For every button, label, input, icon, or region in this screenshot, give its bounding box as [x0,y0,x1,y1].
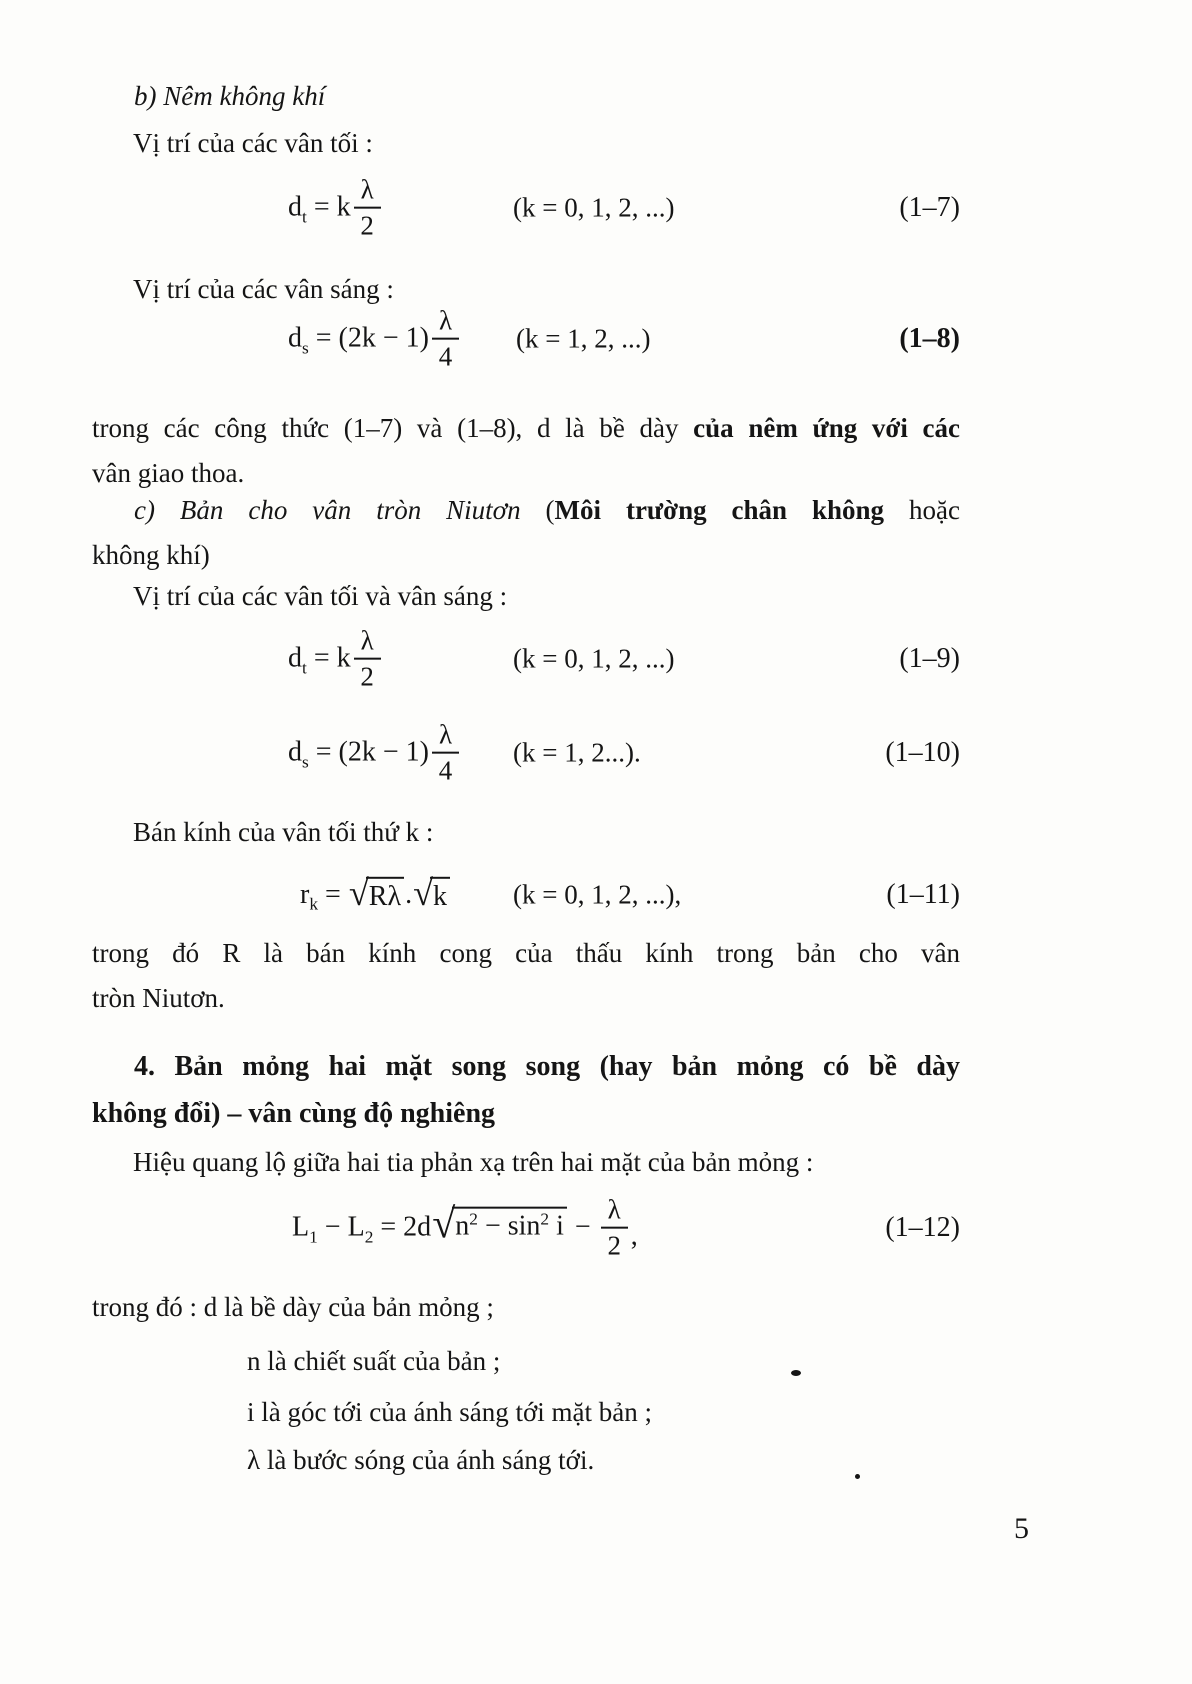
fraction-numerator: λ [601,1196,628,1229]
paragraph-line: trong các công thức (1–7) và (1–8), d là bề dày của nêm ứng với các [92,413,960,443]
comma: , [630,1221,638,1252]
square-root [413,872,450,913]
equation-lhs: $d_s = (2k - 1)$ [288,737,429,772]
ink-speck [855,1474,860,1479]
definition-lambda: λ là bước sóng của ánh sáng tới. [247,1445,595,1475]
radicand: Rλ [366,877,404,913]
equation-k-range: (k = 0, 1, 2, ...) [513,643,675,674]
heading-line: không đổi) – vân cùng độ nghiêng [92,1098,496,1129]
paragraph-line: vân giao thoa. [92,458,245,488]
ink-speck [791,1370,801,1376]
equation-k-range: (k = 1, 2...). [513,737,641,768]
label-dark-ring-radius: Bán kính của vân tối thứ k : [133,817,434,847]
fraction-numerator: λ [354,627,381,660]
radical-icon: √ [413,872,434,913]
fraction [432,721,459,786]
fraction-numerator: λ [432,307,459,340]
fraction-denominator: 2 [607,1231,621,1261]
equation-number: (1–10) [885,737,960,768]
equation-number: (1–11) [886,879,960,910]
equation-lhs: $d_t = k$ [288,643,351,678]
definition-d: trong đó : d là bề dày của bản mỏng ; [92,1292,494,1322]
paragraph-line: tròn Niutơn. [92,983,225,1013]
heading-line: 4. Bản mỏng hai mặt song song (hay bản mỏng có bề dày [134,1051,960,1082]
square-root [432,1202,567,1249]
equation-1-12 [92,1180,960,1276]
page-number: 5 [1014,1512,1029,1545]
fraction [354,176,381,241]
equation-formula [288,721,462,786]
equation-lhs: $d_t = k$ [288,192,351,227]
fraction-numerator: λ [354,176,381,209]
heading-line: c) Bản cho vân tròn Niutơn (Môi trường chân không hoặc [134,495,960,525]
heading-section-c [92,488,960,578]
equation-lhs: $r_k$ = [300,879,348,914]
heading-section-4 [92,1043,960,1137]
fraction [432,307,459,372]
fraction-numerator: λ [432,721,459,754]
equation-k-range: (k = 1, 2, ...) [516,323,651,354]
paragraph-optical-path: Hiệu quang lộ giữa hai tia phản xạ trên hai mặt của bản mỏng : [133,1147,814,1177]
fraction-denominator: 2 [360,662,374,692]
definition-i: i là góc tới của ánh sáng tới mặt bản ; [247,1397,652,1427]
equation-formula [292,1196,638,1261]
equation-1-10 [92,707,960,799]
label-dark-fringes: Vị trí của các vân tối : [133,128,373,158]
equation-1-11 [92,869,960,921]
equation-formula [300,872,451,914]
label-dark-bright-fringes: Vị trí của các vân tối và vân sáng : [133,581,508,611]
equation-number: (1–7) [899,192,960,223]
radicand: $n^2 - \sin^2 i$ [452,1207,567,1249]
minus-sign: − [567,1212,598,1243]
radicand: k [430,877,450,913]
paragraph-wedge-note [92,406,960,496]
radical-icon: √ [348,872,369,913]
fraction [354,627,381,692]
equation-formula [288,307,462,372]
equation-formula [288,176,384,241]
equation-lhs: $d_s = (2k - 1)$ [288,323,429,358]
equation-1-8 [92,293,960,385]
fraction-denominator: 4 [438,342,453,372]
fraction-denominator: 2 [360,211,374,241]
paragraph-line: trong đó R là bán kính cong của thấu kính trong bản cho vân [92,938,960,968]
equation-k-range: (k = 0, 1, 2, ...) [513,192,675,223]
equation-number: (1–9) [899,643,960,674]
equation-number: (1–8) [899,323,960,354]
heading-line: không khí) [92,540,210,570]
equation-number: (1–12) [885,1212,960,1243]
fraction [601,1196,628,1261]
heading-section-b: b) Nêm không khí [134,81,326,111]
equation-1-7 [92,162,960,254]
fraction-denominator: 4 [438,756,453,786]
equation-k-range: (k = 0, 1, 2, ...), [513,879,682,910]
radical-icon: √ [432,1202,456,1248]
equation-1-9 [92,613,960,705]
multiplication-dot: . [405,879,413,910]
label-bright-fringes: Vị trí của các vân sáng : [133,274,394,304]
paragraph-newton-note [92,931,960,1021]
definition-n: n là chiết suất của bản ; [247,1346,501,1376]
square-root [348,872,404,913]
equation-formula [288,627,384,692]
equation-lhs: $L_1 - L_2 = 2d$ [292,1212,432,1247]
